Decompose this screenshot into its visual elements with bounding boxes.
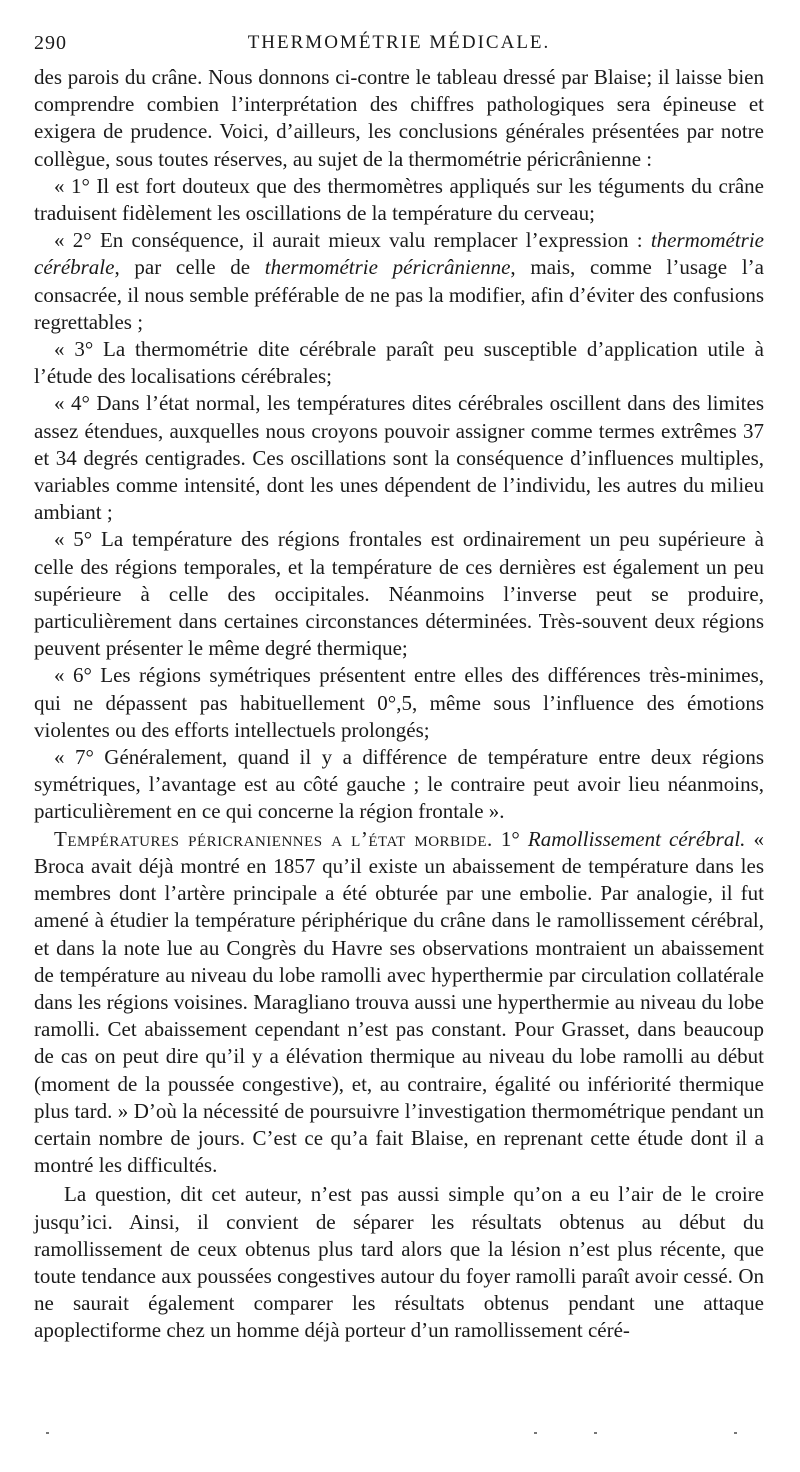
- conclusion-2-text-c: , mais, comme l’usage l’a consacrée, il nous semble préférable de ne pas la modifier, afin d’éviter des confusions regrettables ;: [34, 255, 764, 334]
- section-heading: Températures péricraniennes a l’état morbide.: [54, 826, 493, 851]
- conclusion-3: « 3° La thermométrie dite cérébrale paraît peu susceptible d’application utile à l’étude des localisations cérébrales;: [34, 337, 764, 389]
- subsection-title: Ramollissement cérébral.: [527, 826, 746, 851]
- conclusion-1: « 1° Il est fort douteux que des thermomètres appliqués sur les téguments du crâne traduisent fidèlement les oscillations de la température du cerveau;: [34, 173, 764, 226]
- page-header: [34, 28, 764, 58]
- paragraph-question: La question, dit cet auteur, n’est pas aussi simple qu’on a eu l’air de le croire jusqu’ici. Ainsi, il convient de séparer les résultats obtenus au début du ramollissement de ceux obtenus plus tard alors que la lésion n’est plus récente, que toute tendance aux poussées congestives autour du foyer ramolli paraît avoir cessé. On ne saurait également comparer les résultats obtenus pendant une attaque apoplectiforme chez un homme déjà porteur d’un ramollissement céré-: [34, 1182, 764, 1343]
- paragraph-intro: des parois du crâne. Nous donnons ci-contre le tableau dressé par Blaise; il laisse bien comprendre combien l’interprétation des chiffres pathologiques sera épineuse et exigera de prudence. Voici, d’ailleurs, les conclusions générales présentées par notre collègue, sous toutes réserves, au sujet de la thermométrie péricrânienne :: [34, 65, 764, 171]
- term-thermometrie-pericranienne: thermométrie péricrânienne: [264, 255, 511, 280]
- running-title: THERMOMÉTRIE MÉDICALE.: [247, 32, 551, 53]
- conclusion-2-text-a: « 2° En conséquence, il aurait mieux valu remplacer l’expression :: [54, 228, 651, 253]
- scan-specks: [34, 1432, 764, 1442]
- body-text: [34, 64, 764, 1345]
- section-number: 1°: [492, 826, 528, 851]
- speck: [734, 1432, 737, 1434]
- conclusion-7: « 7° Généralement, quand il y a différence de température entre deux régions symétriques, l’avantage est au côté gauche ; le contraire peut avoir lieu néanmoins, particulièrement en ce qui concerne la région frontale ».: [34, 745, 764, 824]
- speck: [46, 1432, 49, 1434]
- conclusion-2-text-b: , par celle de: [114, 255, 265, 280]
- conclusion-2: [34, 227, 764, 336]
- speck: [534, 1432, 537, 1434]
- conclusion-6: « 6° Les régions symétriques présentent entre elles des différences très-minimes, qui ne dépassent pas habituellement 0°,5, même sous l’influence des émotions violentes ou des efforts intellectuels prolongés;: [34, 663, 764, 742]
- conclusion-5: « 5° La température des régions frontales est ordinairement un peu supérieure à celle des régions temporales, et la température de ces dernières est également un peu supérieure à celle des occipitales. Néanmoins l’inverse peut se produire, particulièrement dans certaines circonstances déterminées. Très-souvent deux régions peuvent présenter le même degré thermique;: [34, 527, 764, 661]
- conclusion-4: « 4° Dans l’état normal, les températures dites cérébrales oscillent dans des limites assez étendues, auxquelles nous croyons pouvoir assigner comme termes extrêmes 37 et 34 degrés centigrades. Ces oscillations sont la conséquence d’influences multiples, variables comme intensité, dont les unes dépendent de l’individu, les autres du milieu ambiant ;: [34, 391, 764, 525]
- term-thermometrie-cerebrale: thermométrie cérébrale: [34, 228, 764, 280]
- page-number: 290: [34, 32, 67, 54]
- section-paragraph: « Broca avait déjà montré en 1857 qu’il existe un abaissement de température dans les membres dont l’artère principale a été obturée par une embolie. Par analogie, il fut amené à étudier la température périphérique du crâne dans le ramollissement cérébral, et dans la note lue au Congrès du Havre ses observations montraient un abaissement de température au niveau du lobe ramolli avec hyperthermie par circulation collatérale dans les régions voisines. Maragliano trouva aussi une hyperthermie au niveau du lobe ramolli. Cet abaissement cependant n’est pas constant. Pour Grasset, dans beaucoup de cas on peut dire qu’il y a élévation thermique au niveau du lobe ramolli au début (moment de la poussée congestive), et, au contraire, égalité ou infériorité thermique plus tard. » D’où la nécessité de poursuivre l’investigation thermométrique pendant un certain nombre de jours. C’est ce qu’a fait Blaise, en reprenant cette étude dont il a montré les difficultés.: [34, 826, 765, 1178]
- section-morbid-temperatures: [34, 826, 764, 1180]
- speck: [594, 1432, 597, 1434]
